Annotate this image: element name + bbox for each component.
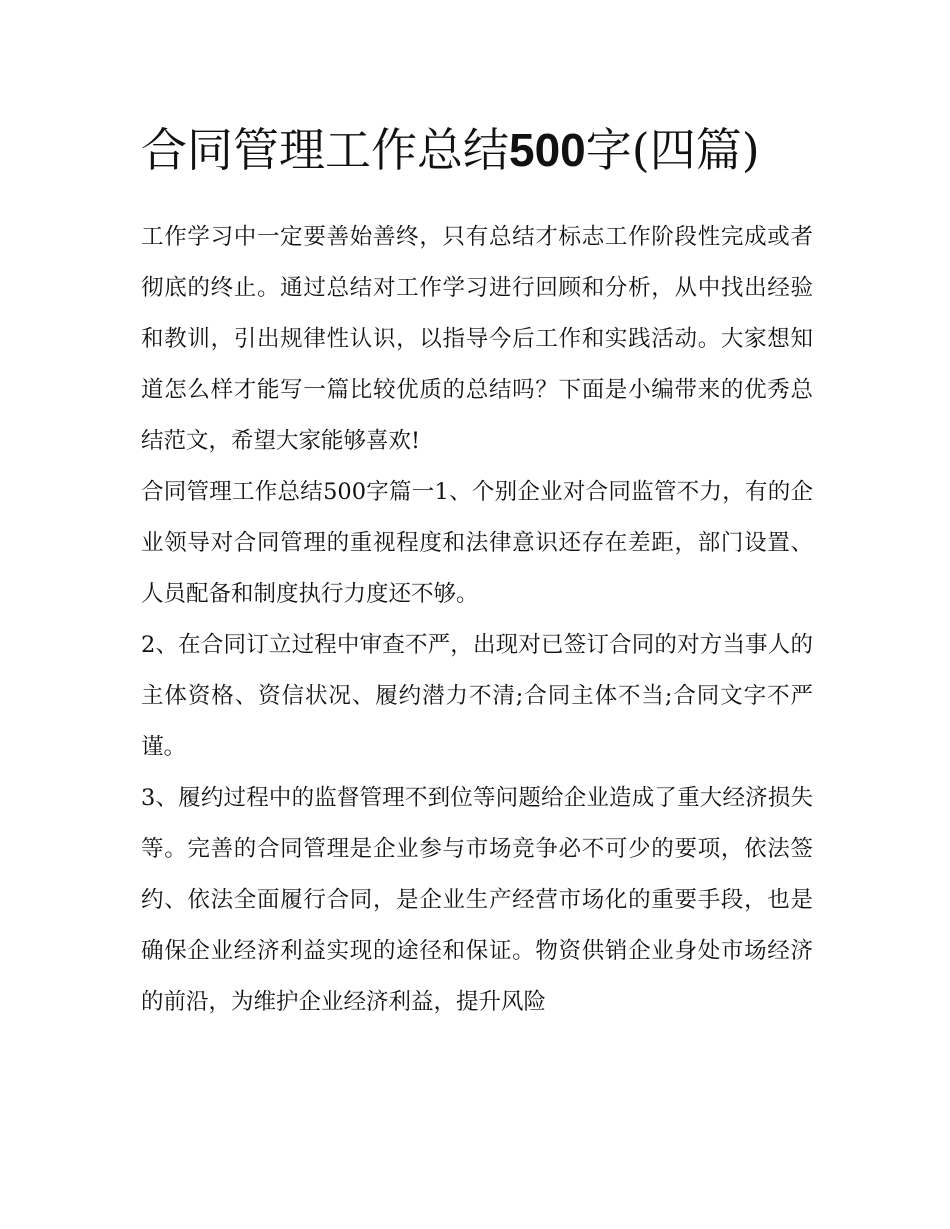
document-content bbox=[141, 110, 813, 1028]
intro-paragraph: 工作学习中一定要善始善终，只有总结才标志工作阶段性完成或者彻底的终止。通过总结对工作学习进行回顾和分析，从中找出经验和教训，引出规律性认识，以指导今后工作和实践活动。大家想知道怎么样才能写一篇比较优质的总结吗？下面是小编带来的优秀总结范文，希望大家能够喜欢! bbox=[141, 224, 813, 454]
section-one-paragraph: 合同管理工作总结500字篇一1、个别企业对合同监管不力，有的企业领导对合同管理的重视程度和法律意识还存在差距，部门设置、人员配备和制度执行力度还不够。 bbox=[141, 479, 813, 607]
item-two-paragraph: 2、在合同订立过程中审查不严，出现对已签订合同的对方当事人的主体资格、资信状况、履约潜力不清;合同主体不当;合同文字不严谨。 bbox=[141, 632, 813, 760]
document-title bbox=[141, 110, 813, 190]
item-three-paragraph: 3、履约过程中的监督管理不到位等问题给企业造成了重大经济损失等。完善的合同管理是企业参与市场竞争必不可少的要项，依法签约、依法全面履行合同，是企业生产经营市场化的重要手段，也是确保企业经济利益实现的途径和保证。物资供销企业身处市场经济的前沿，为维护企业经济利益，提升风险 bbox=[141, 785, 813, 1015]
title-text-end: 字(四篇) bbox=[585, 123, 760, 177]
title-text-start: 合同管理工作总结 bbox=[141, 123, 509, 177]
title-number: 500 bbox=[509, 124, 586, 176]
